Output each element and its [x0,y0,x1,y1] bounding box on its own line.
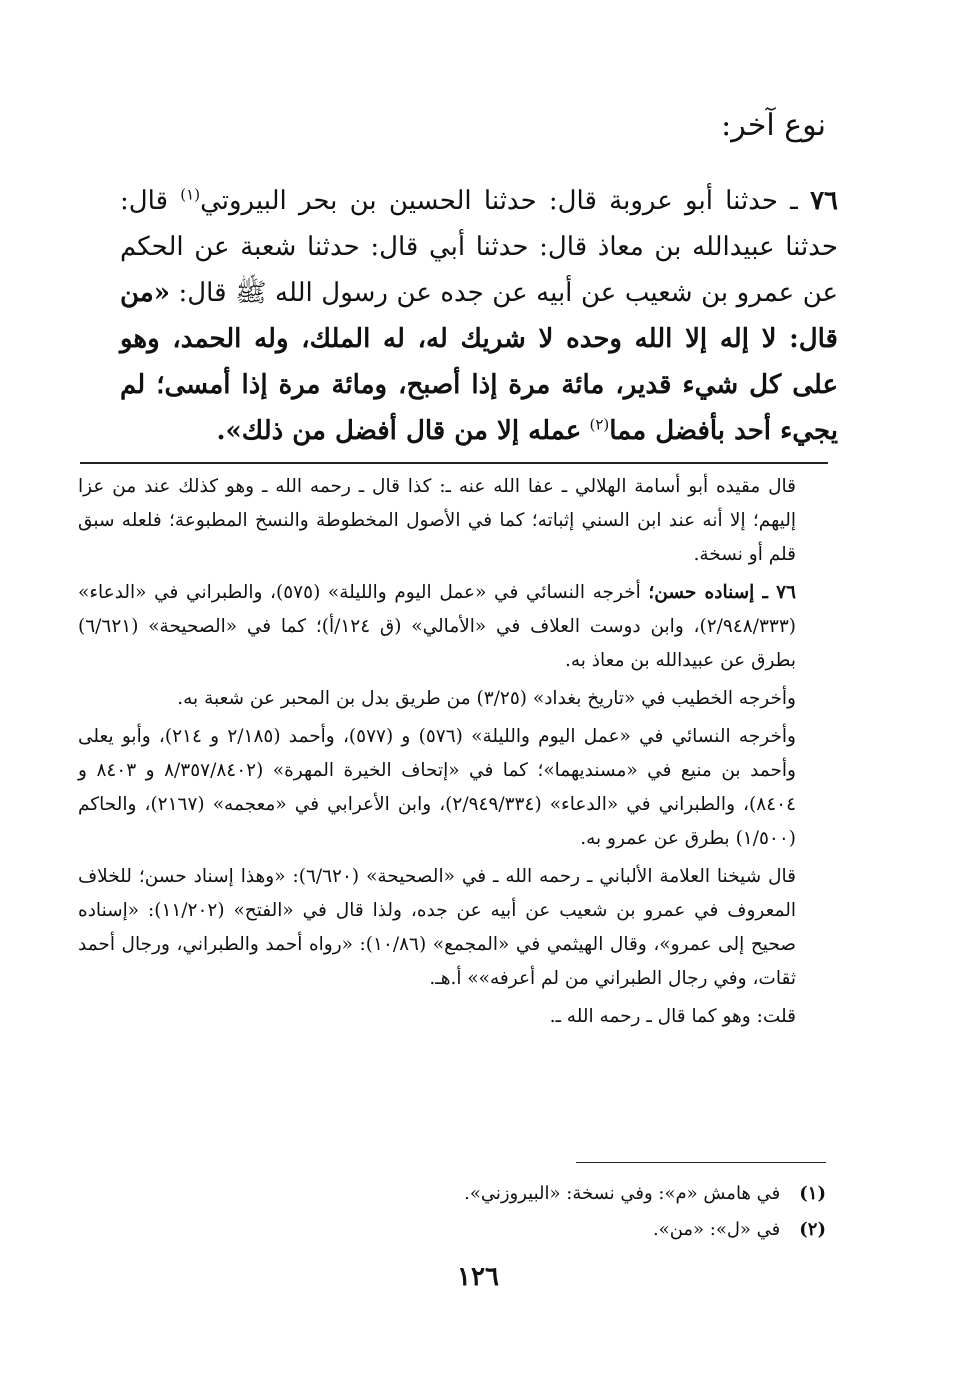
note-paragraph-1: قال مقيده أبو أسامة الهلالي ـ عفا الله عنه ـ: كذا قال ـ رحمه الله ـ وهو كذلك عند من عزا إليهم؛ إلا أنه عند ابن السني إثباته؛ كما في الأصول المخطوطة والنسخ المطبوعة؛ فلعله سبق قلم أو نسخة. [78,476,796,565]
note-paragraph-3: وأخرجه الخطيب في «تاريخ بغداد» (٣/٢٥) من طريق بدل بن المحبر عن شعبة به. [177,688,796,709]
hadith-number: ٧٦ [810,186,838,216]
note-isnad-grade: ٧٦ ـ إسناده حسن؛ [648,582,796,603]
note-isnad-text: أخرجه النسائي في «عمل اليوم والليلة» (٥٧٥)، والطبراني في «الدعاء» (٢/٩٤٨/٣٣٣)، وابن دوست العلاف في «الأمالي» (ق ١٢٤/أ)؛ كما في «الصحيحة» (٦/٦٢١) بطرق عن عبيدالله بن معاذ به. [78,582,796,671]
footnote-2-marker: (٢) [799,1219,826,1240]
hadith-text-part1: «من قال: لا إله إلا الله وحده لا شريك له، له الملك، وله الحمد، وهو على كل شيء قدير، مائة مرة إذا أصبح، ومائة مرة إذا أمسى؛ لم يجيء أحد بأفضل مما [120,278,838,446]
footnote-marker-2: (٢) [589,415,610,434]
footnote-divider [576,1162,826,1163]
note-paragraph-2 [78,576,826,678]
footnote-2-text: في «ل»: «من». [652,1219,781,1240]
footnote-1 [78,1176,826,1212]
note-paragraph-4: وأخرجه النسائي في «عمل اليوم والليلة» (٥٧٦) و (٥٧٧)، وأحمد (٢/١٨٥ و ٢١٤)، وأبو يعلى وأحمد بن منيع في «مسنديهما»؛ كما في «إتحاف الخيرة المهرة» (٨/٣٥٧/٨٤٠٢ و ٨٤٠٣ و ٨٤٠٤)، والطبراني في «الدعاء» (٢/٩٤٩/٣٣٤)، وابن الأعرابي في «معجمه» (٢١٦٧)، والحاكم (١/٥٠٠) بطرق عن عمرو به. [78,726,797,849]
footnote-marker-1: (١) [180,185,201,204]
hadith-block [120,178,838,454]
section-title: نوع آخر: [721,108,826,143]
note-paragraph-5: قال شيخنا العلامة الألباني ـ رحمه الله ـ في «الصحيحة» (٦/٦٢٠): «وهذا إسناد حسن؛ للخلاف المعروف في عمرو بن شعيب عن أبيه عن جده، ولذا قال في «الفتح» (١١/٢٠٢): «إسناده صحيح إلى عمرو»، وقال الهيثمي في «المجمع» (١٠/٨٦): «رواه أحمد والطبراني، ورجال أحمد ثقات، وفي رجال الطبراني من لم أعرفه»» أ.هـ. [78,866,796,989]
page-number: ١٢٦ [457,1262,499,1292]
notes-divider [80,462,828,464]
footnote-2 [78,1212,826,1248]
hadith-text-part2: عمله إلا من قال أفضل من ذلك». [216,416,582,446]
hadith-chain-part1: ـ حدثنا أبو عروبة قال: حدثنا الحسين بن بحر البيروتي [200,186,798,216]
notes-block [78,470,826,1038]
footnote-1-marker: (١) [799,1183,826,1204]
hadith-paragraph [120,178,838,454]
footnote-1-text: في هامش «م»: وفي نسخة: «البيروزني». [464,1183,781,1204]
hadith-chain-part2: قال: حدثنا عبيدالله بن معاذ قال: حدثنا أبي قال: حدثنا شعبة عن الحكم عن عمرو بن شعيب عن أبيه عن جده عن رسول الله ﷺ قال: [120,186,838,308]
note-paragraph-6: قلت: وهو كما قال ـ رحمه الله ـ. [549,1006,796,1027]
footnotes [78,1176,826,1248]
